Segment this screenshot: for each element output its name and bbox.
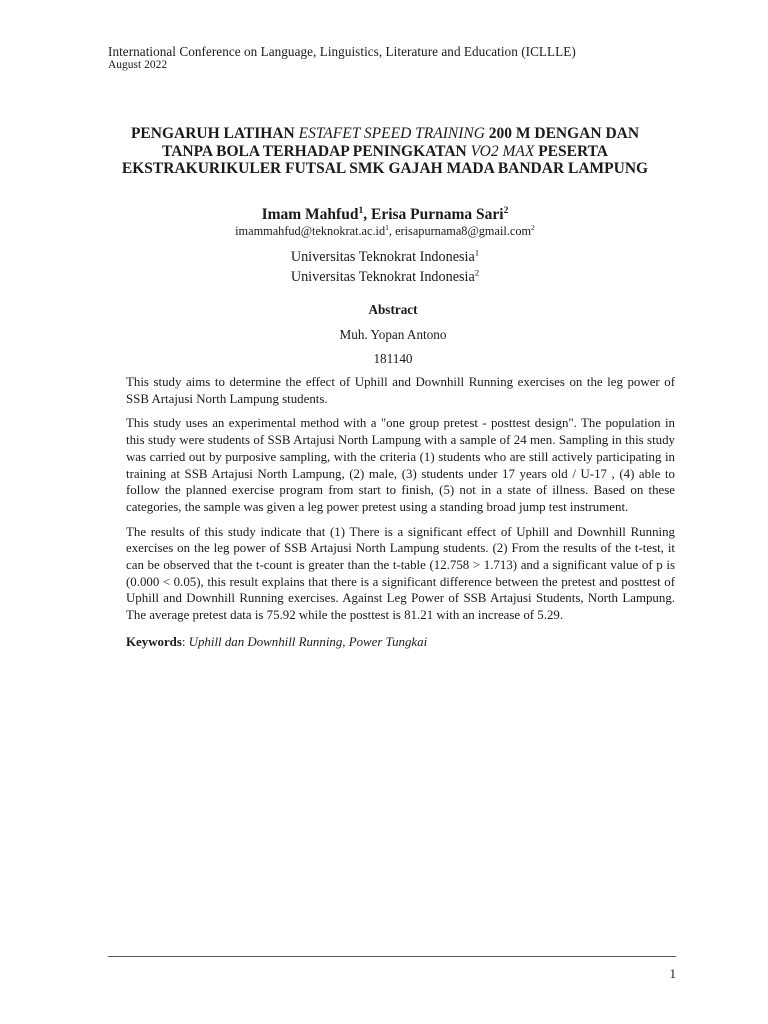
conference-name: International Conference on Language, Linguistics, Literature and Education (ICLLLE) <box>108 44 576 59</box>
title-part-2: 200 M DENGAN DAN TANPA BOLA TERHADAP PENINGKATAN <box>162 125 640 160</box>
affiliation-1 <box>108 249 662 266</box>
title-part-1: PENGARUH LATIHAN <box>130 125 299 142</box>
abstract-body <box>126 374 675 651</box>
author-2: Erisa Purnama Sari <box>371 206 504 223</box>
abstract-paragraph-3: The results of this study indicate that (1) There is a significant effect of Uphill and Downhill Running exercises on the leg power of SSB Artajusi North Lampung students. (2) From the results of the t-test, it can be observed that the t-count is greater than the t-table (12.758 > 1.713) and a significant value of p is (0.000 < 0.05), this result explains that there is a significant difference between the pretest and posttest of Uphill and Downhill Running exercises. Against Leg Power of SSB Artajusi Students, North Lampung. The average pretest data is 75.92 while the posttest is 81.21 with an increase of 5.29. <box>126 524 675 623</box>
abstract-paragraph-1: This study aims to determine the effect of Uphill and Downhill Running exercises on the leg power of SSB Artajusi North Lampung students. <box>126 375 675 406</box>
title-italic-1: ESTAFET SPEED TRAINING <box>298 125 485 142</box>
affiliation-1-sup: 1 <box>474 247 480 258</box>
email-1[interactable]: imammahfud@teknokrat.ac.id <box>235 224 386 238</box>
email-list <box>108 224 662 239</box>
affiliation-1-name: Universitas Teknokrat Indonesia <box>290 249 475 265</box>
affiliation-2-name: Universitas Teknokrat Indonesia <box>290 269 475 285</box>
page-number: 1 <box>669 966 676 981</box>
title-italic-2: VO2 MAX <box>470 142 535 160</box>
abstract-author: Muh. Yopan Antono <box>339 327 447 342</box>
keywords-label: Keywords <box>126 634 182 649</box>
affiliation-2-sup: 2 <box>474 267 480 278</box>
student-number: 181140 <box>373 351 413 366</box>
abstract-paragraph-2: This study uses an experimental method with a "one group pretest - posttest design". The population in this study were students of SSB Artajusi North Lampung with a sample of 24 men. Sampling in this study was carried out by purposive sampling, with the criteria (1) students who are still actively participating in training at SSB Artajusi North Lampung, (2) male, (3) students under 17 years old / U-17 , (4) able to follow the planned exercise program from start to finish, (5) not in a state of illness. Based on these categories, the sample was given a leg power pretest using a standing broad jump test instrument. <box>126 416 675 514</box>
email-separator: , <box>388 224 396 238</box>
keywords-text: Uphill dan Downhill Running, Power Tungkai <box>188 634 428 649</box>
running-header <box>108 44 688 72</box>
paper-title <box>108 125 662 178</box>
author-separator: , <box>363 206 371 223</box>
author-1-sup: 1 <box>358 204 364 216</box>
author-1: Imam Mahfud <box>261 206 359 223</box>
email-2[interactable]: erisapurnama8@gmail.com <box>395 224 532 238</box>
conference-date: August 2022 <box>108 59 168 71</box>
abstract-heading: Abstract <box>368 302 418 317</box>
email-1-sup: 1 <box>385 222 389 232</box>
author-2-sup: 2 <box>503 204 509 216</box>
affiliation-2 <box>108 269 662 286</box>
keywords-line <box>126 634 675 651</box>
footer-rule <box>108 956 676 957</box>
author-list <box>108 206 662 223</box>
keywords-colon: : <box>181 634 189 649</box>
title-part-3: PESERTA EKSTRAKURIKULER FUTSAL SMK GAJAH MADA BANDAR LAMPUNG <box>121 142 649 177</box>
email-2-sup: 2 <box>531 222 535 232</box>
